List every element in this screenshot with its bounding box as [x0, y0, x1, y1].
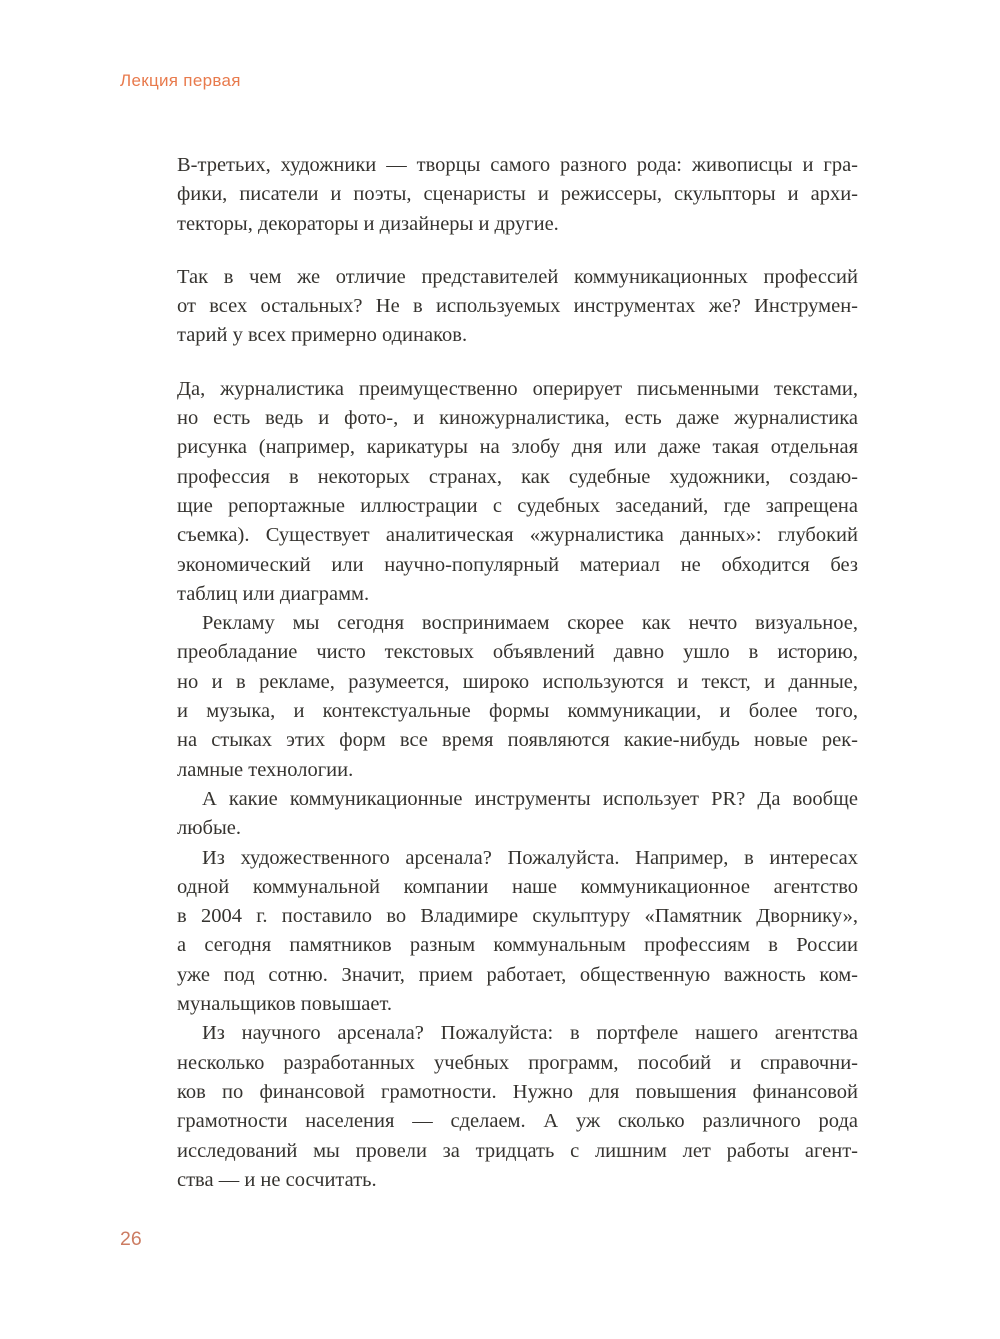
paragraph: [177, 263, 858, 351]
text-line: Так в чем же отличие представителей коммуникационных профессий: [177, 265, 858, 288]
text-line: ков по финансовой грамотности. Нужно для повышения финансовой: [177, 1080, 858, 1103]
text-line: а сегодня памятников разным коммунальным профессиям в России: [177, 934, 858, 957]
text-line: преобладание чисто текстовых объявлений давно ушло в историю,: [177, 641, 858, 664]
text-line: грамотности населения — сделаем. А уж сколько различного рода: [177, 1110, 858, 1133]
text-line: одной коммунальной компании наше коммуникационное агентство: [177, 875, 858, 898]
paragraph: [177, 609, 858, 785]
text-line: но есть ведь и фото-, и киножурналистика, есть даже журналистика: [177, 407, 858, 430]
text-line: Да, журналистика преимущественно оперирует письменными текстами,: [177, 377, 858, 400]
text-line: фики, писатели и поэты, сценаристы и режиссеры, скульпторы и архи-: [177, 183, 858, 206]
text-line: и музыка, и контекстуальные формы коммуникации, и более того,: [177, 700, 858, 723]
text-line: Рекламу мы сегодня воспринимаем скорее как нечто визуальное,: [202, 612, 858, 635]
text-line: таблиц или диаграмм.: [177, 582, 370, 605]
text-line: ства — и не сосчитать.: [177, 1168, 377, 1191]
text-line: ламные технологии.: [177, 758, 354, 781]
text-line: текторы, декораторы и дизайнеры и другие.: [177, 212, 559, 235]
text-line: профессия в некоторых странах, как судебные художники, создаю-: [177, 465, 858, 488]
text-line: любые.: [177, 817, 241, 840]
text-line: в 2004 г. поставило во Владимире скульптуру «Памятник Дворнику»,: [177, 905, 858, 928]
text-line: от всех остальных? Не в используемых инструментах же? Инструмен-: [177, 295, 858, 318]
text-line: А какие коммуникационные инструменты использует PR? Да вообще: [202, 787, 858, 810]
text-line: исследований мы провели за тридцать с лишним лет работы агент-: [177, 1139, 858, 1162]
text-line: тарий у всех примерно одинаков.: [177, 324, 468, 347]
text-line: Из научного арсенала? Пожалуйста: в портфеле нашего агентства: [202, 1022, 858, 1045]
text-line: Из художественного арсенала? Пожалуйста. Например, в интересах: [202, 846, 858, 869]
text-line: мунальщиков повышает.: [177, 993, 392, 1016]
paragraph: [177, 151, 858, 239]
paragraph: [177, 375, 858, 609]
paragraph: [177, 785, 858, 844]
text-line: экономический или научно-популярный материал не обходится без: [177, 553, 858, 576]
text-line: но и в рекламе, разумеется, широко используются и текст, и данные,: [177, 670, 858, 693]
body-text: [177, 151, 858, 1195]
paragraph: [177, 844, 858, 1020]
text-line: на стыках этих форм все время появляются какие-нибудь новые рек-: [177, 729, 858, 752]
text-line: несколько разработанных учебных программ, пособий и справочни-: [177, 1051, 858, 1074]
text-line: рисунка (например, карикатуры на злобу дня или даже такая отдельная: [177, 436, 858, 459]
text-line: уже под сотню. Значит, прием работает, общественную важность ком-: [177, 963, 858, 986]
text-line: В-третьих, художники — творцы самого разного рода: живописцы и гра-: [177, 154, 858, 176]
text-line: щие репортажные иллюстрации с судебных заседаний, где запрещена: [177, 494, 858, 517]
paragraph: [177, 1019, 858, 1195]
running-head: Лекция первая: [120, 71, 241, 90]
page-number: 26: [120, 1228, 142, 1250]
text-line: съемка). Существует аналитическая «журналистика данных»: глубокий: [177, 524, 858, 547]
